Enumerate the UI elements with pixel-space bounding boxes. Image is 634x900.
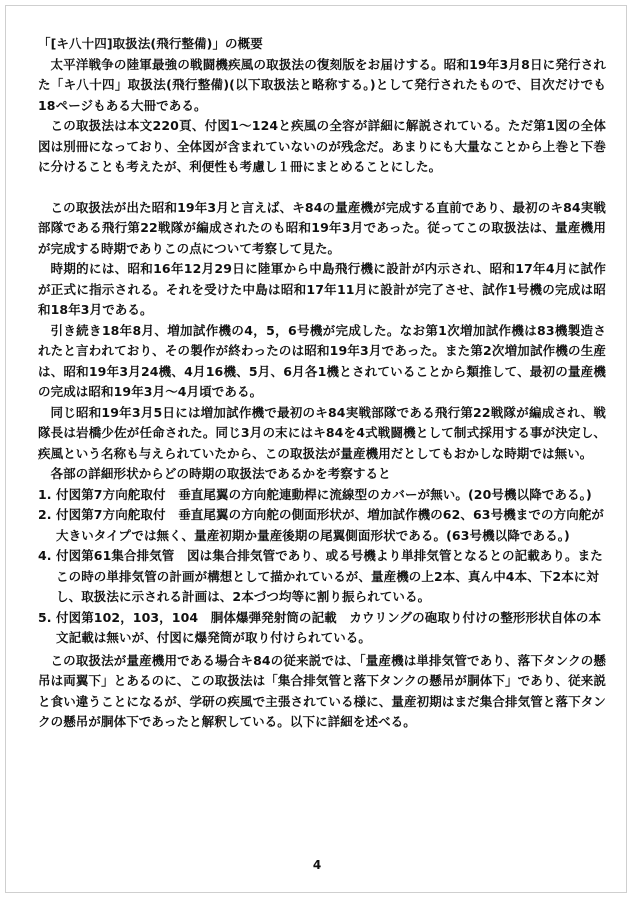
body-paragraph: 引き続き18年8月、増加試作機の4，5，6号機が完成した。なお第1次増加試作機は83機製造されたと言われており、その製作が終わったのは昭和19年3月であった。また第2次増加試作機の生産は、昭和19年3月24機、4月16機、5月、6月各1機とされていることから類推して、最初の量産機の完成は昭和19年3月～4月頃である。 (38, 322, 606, 399)
detail-list (38, 485, 606, 649)
document-heading: 「[キ八十四]取扱法(飛行整備)」の概要 (38, 36, 263, 51)
list-item (38, 485, 606, 506)
list-item (38, 546, 606, 608)
body-paragraph: 時期的には、昭和16年12月29日に陸軍から中島飛行機に設計が内示され、昭和17年4月に試作が正式に指示される。それを受けた中島は昭和17年11月に設計が完了させ、試作1号機の完成は昭和18年3月である。 (38, 261, 606, 317)
closing-paragraph: この取扱法が量産機用である場合キ84の従来説では、「量産機は単排気管であり、落下タンクの懸吊は両翼下」とあるのに、この取扱法は「集合排気管と落下タンクの懸吊が胴体下」であり、従来説と食い違うことになるが、学研の疾風で主張されている様に、量産初期はまだ集合排気管と落下タンクの懸吊が胴体下であったと解釈している。以下に詳細を述べる。 (38, 652, 606, 729)
body-paragraph: この取扱法が出た昭和19年3月と言えば、キ84の量産機が完成する直前であり、最初のキ84実戦部隊である飛行第22戦隊が編成されたのも昭和19年3月であった。従ってこの取扱法は、量産機用が完成する時期でありこの点について考察して見た。 (38, 199, 606, 256)
list-item-text: 付図第7方向舵取付 垂直尾翼の方向舵連動桿に流線型のカバーが無い。(20号機以降である。) (56, 486, 592, 502)
intro-paragraph: この取扱法は本文220頁、付図1～124と疾風の全容が詳細に解説されている。ただ第1図の全体図は別冊になっており、全体図が含まれていないのが残念だ。あまりにも大量なことから上巻と下巻に分けることも考えたが、利便性も考慮し１冊にまとめることにした。 (38, 118, 606, 174)
list-item (38, 505, 606, 546)
list-item-text: 付図第61集合排気管 図は集合排気管であり、或る号機より単排気管となるとの記載あり。またこの時の単排気管の計画が構想として描かれているが、量産機の上2本、真ん中4本、下2本に対し、取扱法に示される計画は、2本づつ均等に割り振られている。 (56, 548, 603, 604)
paragraph-gap (38, 178, 606, 198)
document-body (38, 34, 606, 733)
intro-paragraph: 太平洋戦争の陸軍最強の戦闘機疾風の取扱法の復刻版をお届けする。昭和19年3月8日に発行された「キ八十四」取扱法(飛行整備)(以下取扱法と略称する。)として発行されたもので、目次だけでも18ページもある大冊である。 (38, 56, 606, 113)
list-item-text: 付図第102，103，104 胴体爆弾発射筒の記載 カウリングの砲取り付けの整形形状自体の本文記載は無いが、付図に爆発筒が取り付けられている。 (56, 609, 602, 645)
list-item-number: 4. (38, 548, 52, 563)
body-paragraph: 各部の詳細形状からどの時期の取扱法であるかを考察すると (50, 466, 391, 481)
list-item-number: 1. (38, 486, 52, 502)
list-item-text: 付図第7方向舵取付 垂直尾翼の方向舵の側面形状が、増加試作機の62、63号機までの方向舵が大きいタイプでは無く、量産初期か量産後期の尾翼側面形状である。(63号機以降である。) (56, 507, 604, 543)
list-item (38, 608, 606, 649)
list-item-number: 2. (38, 507, 52, 522)
list-item-number: 5. (38, 609, 52, 625)
page-number: 4 (312, 858, 322, 872)
body-paragraph: 同じ昭和19年3月5日には増加試作機で最初のキ84実戦部隊である飛行第22戦隊が編成され、戦隊長は岩橋少佐が任命された。同じ3月の末にはキ84を4式戦闘機として制式採用する事が決定し、疾風という名称も与えられていたから、この取扱法が量産機用だとしてもおかしな時期では無い。 (38, 404, 606, 461)
